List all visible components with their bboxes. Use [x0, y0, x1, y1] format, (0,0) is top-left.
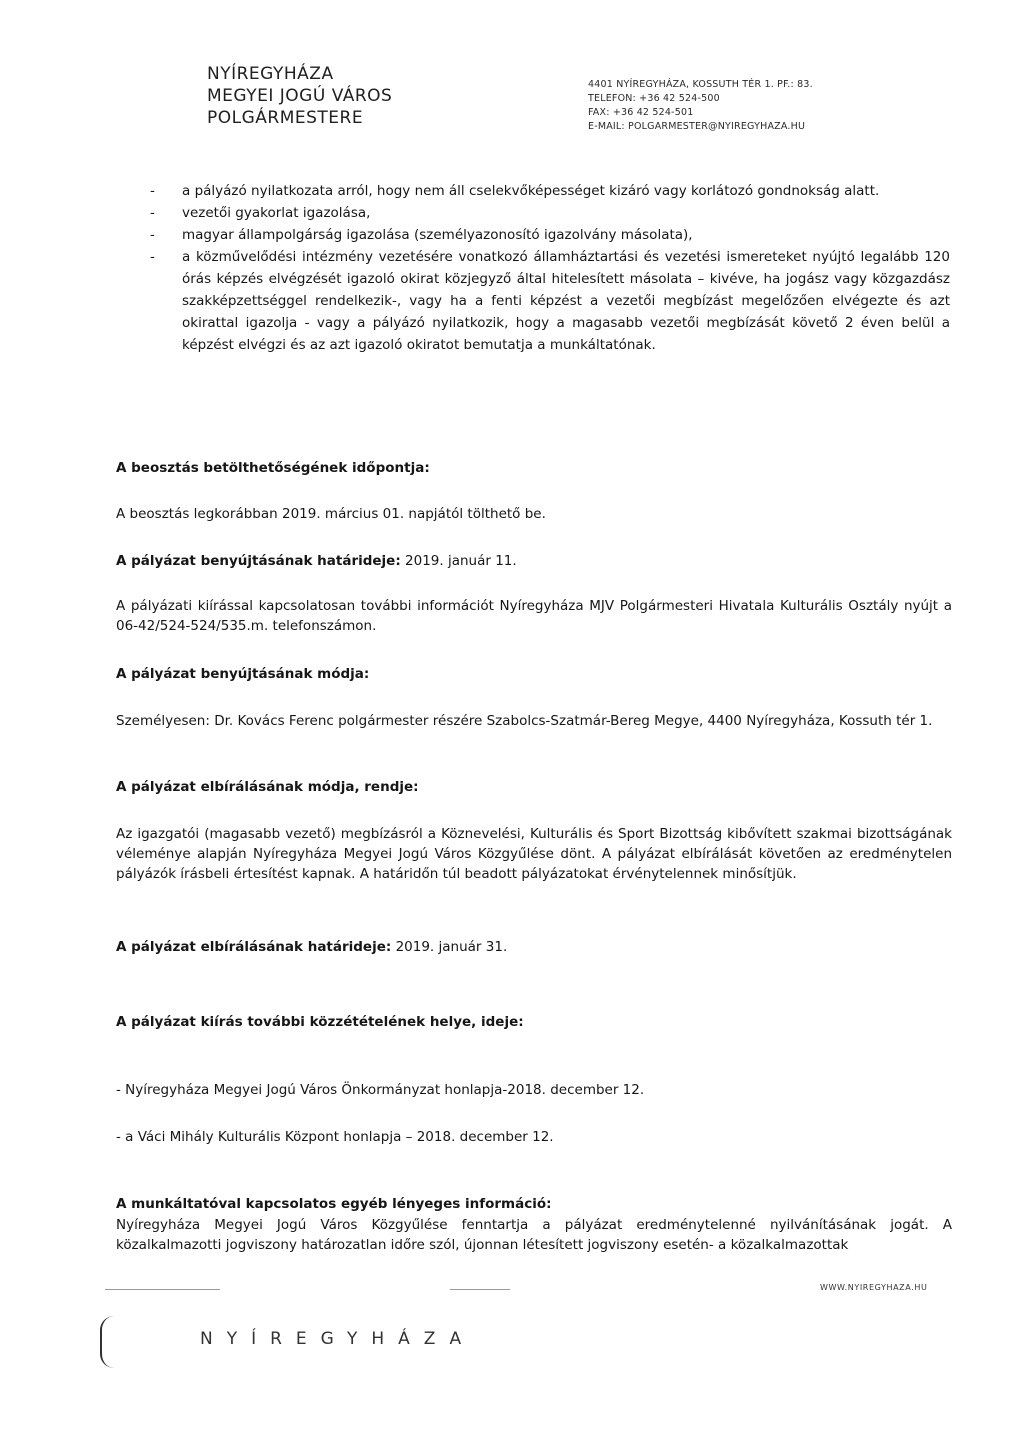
city-logo-mark	[100, 1316, 120, 1368]
contact-address: 4401 NYÍREGYHÁZA, KOSSUTH TÉR 1. PF.: 83.	[588, 79, 813, 90]
info-paragraph: A pályázati kiírással kapcsolatosan további információt Nyíregyháza MJV Polgármesteri Hivatala Kulturális Osztály nyújt a 06-42/524-524/535.m. telefonszámon.	[116, 598, 952, 634]
requirement-item	[150, 246, 950, 356]
publication-item: - a Váci Mihály Kulturális Központ honlapja – 2018. december 12.	[116, 1129, 554, 1145]
footer-divider	[105, 1289, 220, 1290]
letterhead-contact	[588, 78, 813, 134]
footer-divider	[450, 1289, 510, 1290]
evaluation-deadline	[116, 937, 952, 957]
filling-date-heading: A beosztás betölthetőségének időpontja:	[116, 460, 430, 476]
evaluation-heading: A pályázat elbírálásának módja, rendje:	[116, 779, 419, 795]
contact-phone: TELEFON: +36 42 524-500	[588, 93, 720, 104]
requirement-text: magyar állampolgárság igazolása (személyazonosító igazolvány másolata),	[182, 227, 693, 243]
evaluation-text: Az igazgatói (magasabb vezető) megbízásról a Köznevelési, Kulturális és Sport Bizottság kibővített szakmai bizottságának véleménye alapján Nyíregyháza Megyei Jogú Város Közgyűlése dönt. A pályázat elbírálását követően az eredménytelen pályázók írásbeli értesítést kapnak. A határidőn túl beadott pályázatokat érvénytelennek minősítjük.	[116, 826, 952, 882]
requirement-item	[150, 180, 950, 202]
contact-email: E-MAIL: POLGARMESTER@NYIREGYHAZA.HU	[588, 121, 806, 132]
publication-item: - Nyíregyháza Megyei Jogú Város Önkormányzat honlapja-2018. december 12.	[116, 1082, 645, 1098]
list-dash: -	[150, 249, 155, 265]
letterhead-line-city: NYÍREGYHÁZA	[207, 64, 334, 84]
list-dash: -	[150, 183, 155, 199]
letterhead-line-county: MEGYEI JOGÚ VÁROS	[207, 86, 393, 106]
submission-method-text: Személyesen: Dr. Kovács Ferenc polgármester részére Szabolcs-Szatmár-Bereg Megye, 4400 Nyíregyháza, Kossuth tér 1.	[116, 713, 933, 729]
contact-fax: FAX: +36 42 524-501	[588, 107, 694, 118]
submission-deadline	[116, 551, 952, 571]
list-dash: -	[150, 227, 155, 243]
submission-deadline-value: 2019. január 11.	[405, 553, 517, 569]
requirement-item	[150, 202, 950, 224]
requirement-text: vezetői gyakorlat igazolása,	[182, 205, 371, 221]
letterhead-line-office: POLGÁRMESTERE	[207, 108, 364, 128]
list-dash: -	[150, 205, 155, 221]
evaluation-deadline-label: A pályázat elbírálásának határideje:	[116, 939, 392, 955]
employer-info-text: Nyíregyháza Megyei Jogú Város Közgyűlése fenntartja a pályázat eredménytelenné nyilvánításának jogát. A közalkalmazotti jogviszony határozatlan időre szól, újonnan létesített jogviszony esetén- a közalkalmazottak	[116, 1217, 952, 1253]
requirement-text: a közművelődési intézmény vezetésére vonatkozó államháztartási és vezetési ismereteket nyújtó legalább 120 órás képzés elvégzését igazoló okirat közjegyző által hitelesített másolata – kivéve, ha jogász vagy közgazdász szakképzettséggel rendelkezik-, vagy ha a fenti képzést a vezetői megbízást megelőzően elvégezte és azt okirattal igazolja - vagy a pályázó nyilatkozik, hogy a magasabb vezetői megbízását követő 2 éven belül a képzést elvégzi és az azt igazoló okiratot bemutatja a munkáltatónak.	[182, 249, 950, 353]
submission-method-heading: A pályázat benyújtásának módja:	[116, 666, 370, 682]
requirement-item	[150, 224, 950, 246]
letterhead-title	[207, 63, 392, 129]
requirement-text: a pályázó nyilatkozata arról, hogy nem áll cselekvőképességet kizáró vagy korlátozó gondnokság alatt.	[182, 183, 880, 199]
employer-info-heading: A munkáltatóval kapcsolatos egyéb lényeges információ:	[116, 1196, 552, 1212]
evaluation-deadline-value: 2019. január 31.	[395, 939, 508, 955]
filling-date-text: A beosztás legkorábban 2019. március 01. napjától tölthető be.	[116, 506, 546, 522]
requirements-list	[150, 180, 950, 356]
publication-heading: A pályázat kiírás további közzétételének helye, ideje:	[116, 1014, 524, 1030]
city-logo-wordmark: NYÍREGYHÁZA	[200, 1329, 476, 1349]
submission-deadline-label: A pályázat benyújtásának határideje:	[116, 553, 401, 569]
footer-website: WWW.NYIREGYHAZA.HU	[820, 1283, 928, 1292]
